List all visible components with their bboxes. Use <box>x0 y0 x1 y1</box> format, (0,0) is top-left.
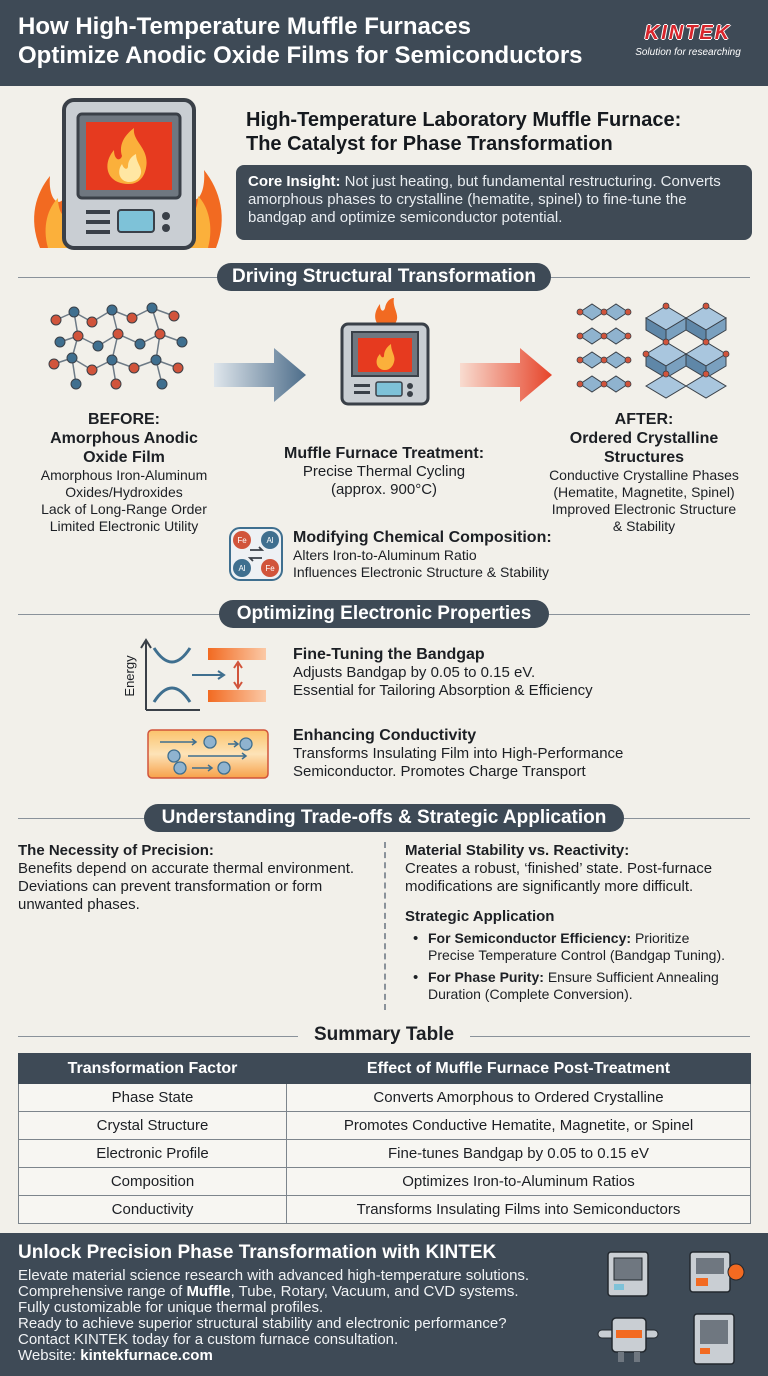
section-heading-structural: Driving Structural Transformation <box>217 263 551 291</box>
precision-text-line: Deviations can prevent transformation or form <box>18 878 323 895</box>
table-header-row <box>19 1054 751 1084</box>
footer-text-line: Elevate material science research with advanced high-temperature solutions. <box>18 1267 530 1284</box>
conductivity-text-line: Semiconductor. Promotes Charge Transport <box>293 763 586 780</box>
section-heading-tradeoffs: Understanding Trade-offs & Strategic Application <box>144 804 624 832</box>
box-furnace-icon <box>608 1252 648 1296</box>
vacuum-furnace-icon <box>694 1314 734 1364</box>
intro-title-line-2: The Catalyst for Phase Transformation <box>246 133 613 155</box>
table-row <box>19 1112 751 1140</box>
after-text-line: (Hematite, Magnetite, Spinel) <box>553 484 735 500</box>
treatment-column <box>254 444 514 499</box>
column-header: Effect of Muffle Furnace Post-Treatment <box>287 1054 751 1084</box>
precision-text-line: unwanted phases. <box>18 896 140 913</box>
conductivity-text-line: Transforms Insulating Film into High-Performance <box>293 745 624 762</box>
conductivity-title: Enhancing Conductivity <box>293 727 477 744</box>
after-title-line-2: Structures <box>603 449 685 466</box>
page-title <box>18 12 608 70</box>
footer-text-fragment: , Tube, Rotary, Vacuum, and CVD systems. <box>230 1283 519 1300</box>
table-row <box>19 1196 751 1224</box>
section-divider <box>18 1036 298 1037</box>
table-row <box>19 1140 751 1168</box>
bandgap-diagram-icon <box>124 636 270 714</box>
al-atom-label: Al <box>238 564 246 573</box>
table-cell: Conductivity <box>19 1196 287 1224</box>
brand-name: KINTEK <box>644 22 732 44</box>
arrow-right-orange-icon <box>460 346 554 404</box>
bandgap-text-line: Essential for Tailoring Absorption & Efficiency <box>293 682 593 699</box>
table-row <box>19 1084 751 1112</box>
strategic-item <box>405 930 760 964</box>
footer-text-line: Contact KINTEK today for a custom furnace consultation. <box>18 1331 399 1348</box>
table-cell: Composition <box>19 1168 287 1196</box>
intro-title-line-1: High-Temperature Laboratory Muffle Furnace: <box>246 109 682 131</box>
precision-block <box>18 842 378 914</box>
after-column <box>528 410 760 535</box>
composition-exchange-icon <box>228 526 284 582</box>
al-atom-label: Al <box>266 536 274 545</box>
before-text-line: Oxides/Hydroxides <box>65 484 183 500</box>
table-cell: Transforms Insulating Films into Semiconductors <box>287 1196 751 1224</box>
title-line-2: Optimize Anodic Oxide Films for Semiconductors <box>18 42 583 69</box>
stability-title: Material Stability vs. Reactivity: <box>405 842 630 859</box>
strategic-item-text: Duration (Complete Conversion). <box>428 986 633 1002</box>
amorphous-structure-icon <box>46 300 196 392</box>
strategic-title: Strategic Application <box>405 908 555 925</box>
table-row <box>19 1168 751 1196</box>
core-insight-label: Core Insight: <box>248 173 341 190</box>
muffle-furnace-flame-icon <box>28 98 228 260</box>
arrow-right-blue-icon <box>214 346 308 404</box>
crystalline-lattice-icon <box>570 302 730 400</box>
brand-tagline: Solution for researching <box>635 47 741 58</box>
after-text-line: Improved Electronic Structure <box>551 501 737 517</box>
intro-title <box>246 108 746 156</box>
small-furnace-icon <box>690 1252 744 1292</box>
footer-text-line: Ready to achieve superior structural stability and electronic performance? <box>18 1315 507 1332</box>
table-cell: Promotes Conductive Hematite, Magnetite, or Spinel <box>287 1112 751 1140</box>
strategic-item-label: For Semiconductor Efficiency: <box>428 930 632 946</box>
energy-axis-label: Energy <box>122 655 137 697</box>
before-text-line: Amorphous Iron-Aluminum <box>40 467 208 483</box>
charge-transport-icon <box>146 728 270 780</box>
bullet-icon: • <box>413 930 419 947</box>
column-divider <box>384 842 386 1010</box>
before-column <box>8 410 240 535</box>
section-divider <box>470 1036 750 1037</box>
table-cell: Crystal Structure <box>19 1112 287 1140</box>
footer-text-line <box>18 1284 578 1300</box>
after-label: AFTER: <box>614 411 674 428</box>
core-insight-text: Not just heating, but fundamental restructuring. Converts amorphous phases to crystalline (hematite, spinel) to fine-tune the bandgap and optimize semiconductor potential. <box>248 173 721 226</box>
fe-atom-label: Fe <box>237 536 247 545</box>
strategic-item <box>405 969 760 1003</box>
bandgap-title: Fine-Tuning the Bandgap <box>293 646 485 663</box>
before-text-line: Limited Electronic Utility <box>49 518 199 534</box>
summary-heading: Summary Table <box>313 1024 455 1045</box>
composition-text-line: Influences Electronic Structure & Stability <box>293 564 550 580</box>
precision-title: The Necessity of Precision: <box>18 842 214 859</box>
composition-text <box>293 528 613 581</box>
table-cell: Optimizes Iron-to-Aluminum Ratios <box>287 1168 751 1196</box>
bandgap-text <box>293 645 693 700</box>
stability-text-line: Creates a robust, ‘finished’ state. Post-furnace <box>405 860 713 877</box>
strategic-item-label: For Phase Purity: <box>428 969 544 985</box>
footer-title: Unlock Precision Phase Transformation with KINTEK <box>18 1242 497 1263</box>
table-cell: Converts Amorphous to Ordered Crystalline <box>287 1084 751 1112</box>
core-insight-box <box>236 165 752 240</box>
table-cell: Phase State <box>19 1084 287 1112</box>
footer-text-fragment: Website: <box>18 1347 81 1364</box>
website-link[interactable] <box>18 1348 578 1364</box>
treatment-text-line: (approx. 900°C) <box>330 481 438 498</box>
after-text-line: & Stability <box>612 518 676 534</box>
composition-title: Modifying Chemical Composition: <box>293 529 552 546</box>
footer-text-bold: Muffle <box>186 1283 231 1300</box>
summary-table <box>18 1053 751 1224</box>
muffle-furnace-icon <box>336 298 434 406</box>
footer-text-fragment: Comprehensive range of <box>18 1283 187 1300</box>
treatment-text-line: Precise Thermal Cycling <box>302 463 466 480</box>
before-label: BEFORE: <box>88 411 160 428</box>
strategic-block <box>405 908 760 1003</box>
before-title-line-1: Amorphous Anodic <box>50 430 198 447</box>
footer-text-line: Fully customizable for unique thermal profiles. <box>18 1299 324 1316</box>
fe-atom-label: Fe <box>265 564 275 573</box>
after-text-line: Conductive Crystalline Phases <box>549 467 739 483</box>
stability-text-line: modifications are significantly more difficult. <box>405 878 694 895</box>
bullet-icon: • <box>413 969 419 986</box>
conductivity-text <box>293 726 713 781</box>
stability-block <box>405 842 755 896</box>
strategic-item-text: Prioritize <box>634 930 690 946</box>
precision-text-line: Benefits depend on accurate thermal environment. <box>18 860 355 877</box>
strategic-item-text: Precise Temperature Control (Bandgap Tuning). <box>428 947 726 963</box>
composition-text-line: Alters Iron-to-Aluminum Ratio <box>293 547 477 563</box>
furnace-products-icon <box>596 1246 756 1372</box>
before-title-line-2: Oxide Film <box>83 449 165 466</box>
brand-logo <box>622 22 754 64</box>
table-cell: Fine-tunes Bandgap by 0.05 to 0.15 eV <box>287 1140 751 1168</box>
section-heading-electronic: Optimizing Electronic Properties <box>219 600 549 628</box>
table-cell: Electronic Profile <box>19 1140 287 1168</box>
footer-body <box>18 1268 578 1364</box>
column-header: Transformation Factor <box>19 1054 287 1084</box>
treatment-title: Muffle Furnace Treatment: <box>283 445 485 462</box>
bandgap-text-line: Adjusts Bandgap by 0.05 to 0.15 eV. <box>293 664 536 681</box>
before-text-line: Lack of Long-Range Order <box>41 501 207 517</box>
tube-furnace-icon <box>598 1318 658 1362</box>
title-line-1: How High-Temperature Muffle Furnaces <box>18 13 471 40</box>
strategic-item-text: Ensure Sufficient Annealing <box>547 969 719 985</box>
after-title-line-1: Ordered Crystalline <box>569 430 719 447</box>
website-url[interactable]: kintekfurnace.com <box>80 1347 213 1364</box>
